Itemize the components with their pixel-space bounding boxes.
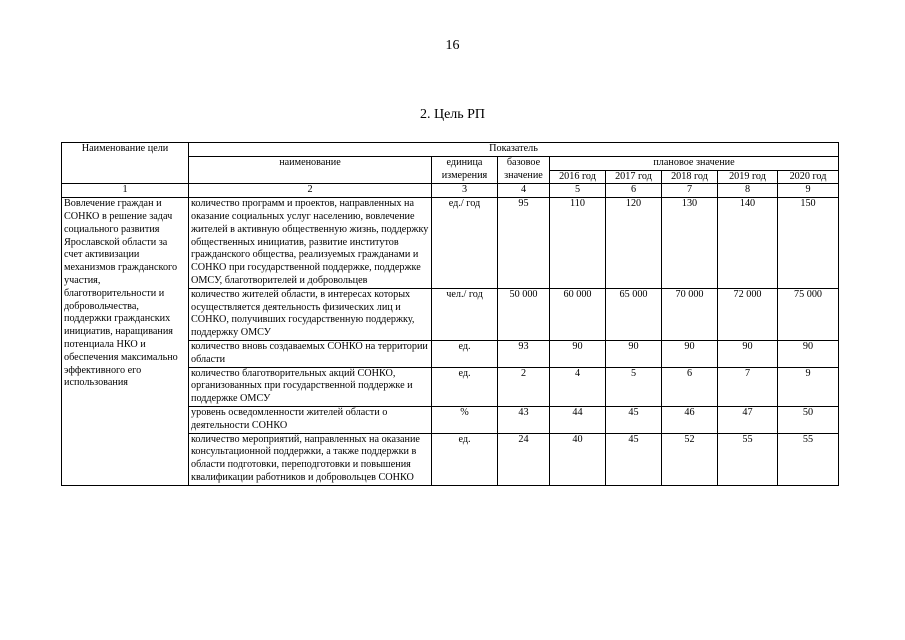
indicator-value: 70 000 [662,288,718,340]
indicator-base: 24 [498,433,550,485]
indicator-value: 7 [718,367,778,406]
column-number: 6 [606,184,662,198]
section-title: 2. Цель РП [419,107,486,122]
indicator-value: 150 [778,198,839,289]
indicator-base: 2 [498,367,550,406]
indicator-value: 9 [778,367,839,406]
column-number: 3 [432,184,498,198]
indicator-base: 43 [498,406,550,433]
goal-text: Вовлечение граждан и СОНКО в решение задач социального развития Ярославской области за счет активизации механизмов гражданского участия, благотворительности и добровольчества, поддержки гражданских инициатив, наращивания потенциала НКО и обеспечения максимально эффективного его использования [62,198,189,486]
indicator-name: количество вновь создаваемых СОНКО на территории области [189,340,432,367]
indicator-value: 47 [718,406,778,433]
indicator-name: количество жителей области, в интересах которых осуществляется деятельность физических лиц и СОНКО, получивших государственную поддержку, поддержку ОМСУ [189,288,432,340]
column-number: 9 [778,184,839,198]
header-year: 2019 год [718,170,778,184]
indicator-value: 75 000 [778,288,839,340]
indicator-name: количество мероприятий, направленных на оказание консультационной поддержки, а также поддержки в области подготовки, переподготовки и повышения квалификации работников и добровольцев СОНКО [189,433,432,485]
indicator-unit: ед. [432,433,498,485]
indicator-value: 6 [662,367,718,406]
column-number: 2 [189,184,432,198]
header-base: базовое значение [498,156,550,184]
header-planned: плановое значение [550,156,839,170]
indicator-base: 50 000 [498,288,550,340]
indicator-value: 46 [662,406,718,433]
indicator-value: 4 [550,367,606,406]
indicator-value: 90 [606,340,662,367]
header-year: 2020 год [778,170,839,184]
indicator-name: уровень осведомленности жителей области о деятельности СОНКО [189,406,432,433]
indicator-name: количество программ и проектов, направленных на оказание социальных услуг населению, вовлечение жителей в активную общественную жизнь, поддержку общественных инициатив, развитие институтов гражданского общества, реализуемых гражданами и СОНКО при государственной поддержке, поддержке ОМСУ, благотворителей и добровольцев [189,198,432,289]
indicator-unit: ед. [432,367,498,406]
indicator-value: 55 [778,433,839,485]
column-numbers-row [62,184,839,198]
header-name: наименование [189,156,432,184]
indicator-value: 140 [718,198,778,289]
indicator-unit: ед. [432,340,498,367]
indicator-base: 95 [498,198,550,289]
header-indicator: Показатель [189,143,839,157]
indicator-base: 93 [498,340,550,367]
indicator-value: 45 [606,433,662,485]
indicator-value: 90 [550,340,606,367]
header-year: 2018 год [662,170,718,184]
indicator-unit: % [432,406,498,433]
indicator-value: 50 [778,406,839,433]
header-goal-name: Наименование цели [62,143,189,184]
indicator-value: 72 000 [718,288,778,340]
header-year: 2016 год [550,170,606,184]
page-number: 16 [445,38,460,53]
indicator-unit: ед./ год [432,198,498,289]
indicator-value: 40 [550,433,606,485]
indicator-name: количество благотворительных акций СОНКО, организованных при государственной поддержке и поддержке ОМСУ [189,367,432,406]
indicator-value: 65 000 [606,288,662,340]
indicator-value: 90 [662,340,718,367]
indicator-value: 90 [718,340,778,367]
column-number: 1 [62,184,189,198]
indicator-value: 110 [550,198,606,289]
indicator-unit: чел./ год [432,288,498,340]
indicator-value: 52 [662,433,718,485]
indicator-value: 44 [550,406,606,433]
indicator-value: 5 [606,367,662,406]
column-number: 7 [662,184,718,198]
indicator-value: 45 [606,406,662,433]
goals-indicators-table [61,142,839,486]
indicator-value: 120 [606,198,662,289]
table-row [62,198,839,289]
column-number: 4 [498,184,550,198]
indicator-value: 90 [778,340,839,367]
indicator-value: 55 [718,433,778,485]
header-unit: единица измерения [432,156,498,184]
header-year: 2017 год [606,170,662,184]
column-number: 5 [550,184,606,198]
column-number: 8 [718,184,778,198]
indicator-value: 130 [662,198,718,289]
indicator-value: 60 000 [550,288,606,340]
